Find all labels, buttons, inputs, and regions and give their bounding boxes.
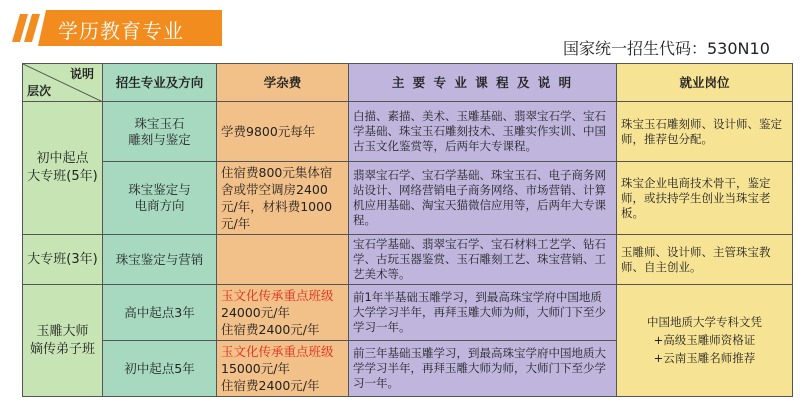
table-row — [23, 235, 793, 285]
course-cell: 前三年基础玉雕学习，到最高珠宝学府中国地质大学学习半年，再拜玉雕大师为师，大师门下至少学习一年。 — [349, 341, 617, 397]
highlight-label: 玉文化传承重点班级 — [221, 344, 334, 359]
job-cell: 珠宝企业电商技术骨干，鉴定师，或扶持学生创业当珠宝老板。 — [617, 162, 793, 235]
job-cell: 玉雕师、设计师、主管珠宝教师、自主创业。 — [617, 235, 793, 285]
header-job: 就业岗位 — [617, 64, 793, 102]
table-row — [23, 285, 793, 341]
major-cell: 初中起点5年 — [103, 341, 217, 397]
job-cell: 珠宝玉石雕刻师、设计师、鉴定师，推荐包分配。 — [617, 102, 793, 162]
header-corner-bottom: 层次 — [27, 84, 52, 98]
level-cell: 玉雕大师 嫡传弟子班 — [23, 285, 103, 397]
fee-cell: 玉文化传承重点班级 15000元/年 住宿费2400元/年 — [217, 341, 349, 397]
course-cell: 翡翠宝石学、宝石学基础、珠宝玉石、电子商务网站设计、网络营销电子商务网络、市场营销、计算机应用基础、淘宝天猫微信应用等，后两年大专课程。 — [349, 162, 617, 235]
course-cell: 前1年半基础玉雕学习，到最高珠宝学府中国地质大学学习半年，再拜玉雕大师为师，大师门下至少学习一年。 — [349, 285, 617, 341]
header-corner-top: 说明 — [69, 67, 94, 81]
level-cell: 初中起点 大专班(5年) — [23, 102, 103, 235]
fee-cell: 住宿费800元集体宿舍或带空调房2400元/年，材料费1000元/年 — [217, 162, 349, 235]
table-row — [23, 162, 793, 235]
job-cell: 中国地质大学专科文凭 +高级玉雕师资格证 +云南玉雕名师推荐 — [617, 285, 793, 397]
fee-cell: 玉文化传承重点班级 24000元/年 住宿费2400元/年 — [217, 285, 349, 341]
header-corner — [23, 64, 103, 102]
header-major: 招生专业及方向 — [103, 64, 217, 102]
highlight-label: 玉文化传承重点班级 — [221, 288, 334, 303]
major-cell: 珠宝玉石 雕刻与鉴定 — [103, 102, 217, 162]
major-cell: 高中起点3年 — [103, 285, 217, 341]
fee-cell: 学费9800元每年 — [217, 102, 349, 162]
header-course: 主 要 专 业 课 程 及 说 明 — [349, 64, 617, 102]
header-row — [23, 64, 793, 102]
header-fee: 学杂费 — [217, 64, 349, 102]
section-banner — [6, 10, 222, 46]
table-row — [23, 102, 793, 162]
programs-table — [22, 63, 793, 397]
enrollment-code: 国家统一招生代码：530N10 — [563, 39, 770, 58]
fee-cell — [217, 235, 349, 285]
level-cell: 大专班(3年) — [23, 235, 103, 285]
banner-title: 学历教育专业 — [58, 19, 184, 43]
major-cell: 珠宝鉴定与营销 — [103, 235, 217, 285]
major-cell: 珠宝鉴定与 电商方向 — [103, 162, 217, 235]
course-cell: 白描、素描、美术、玉雕基础、翡翠宝石学、宝石学基础、珠宝玉石雕刻技术、玉雕实作实训、中国古玉文化鉴赏等，后两年大专课程。 — [349, 102, 617, 162]
course-cell: 宝石学基础、翡翠宝石学、宝石材料工艺学、钻石学、古玩玉器鉴赏、玉石雕刻工艺、珠宝营销、工艺美术等。 — [349, 235, 617, 285]
